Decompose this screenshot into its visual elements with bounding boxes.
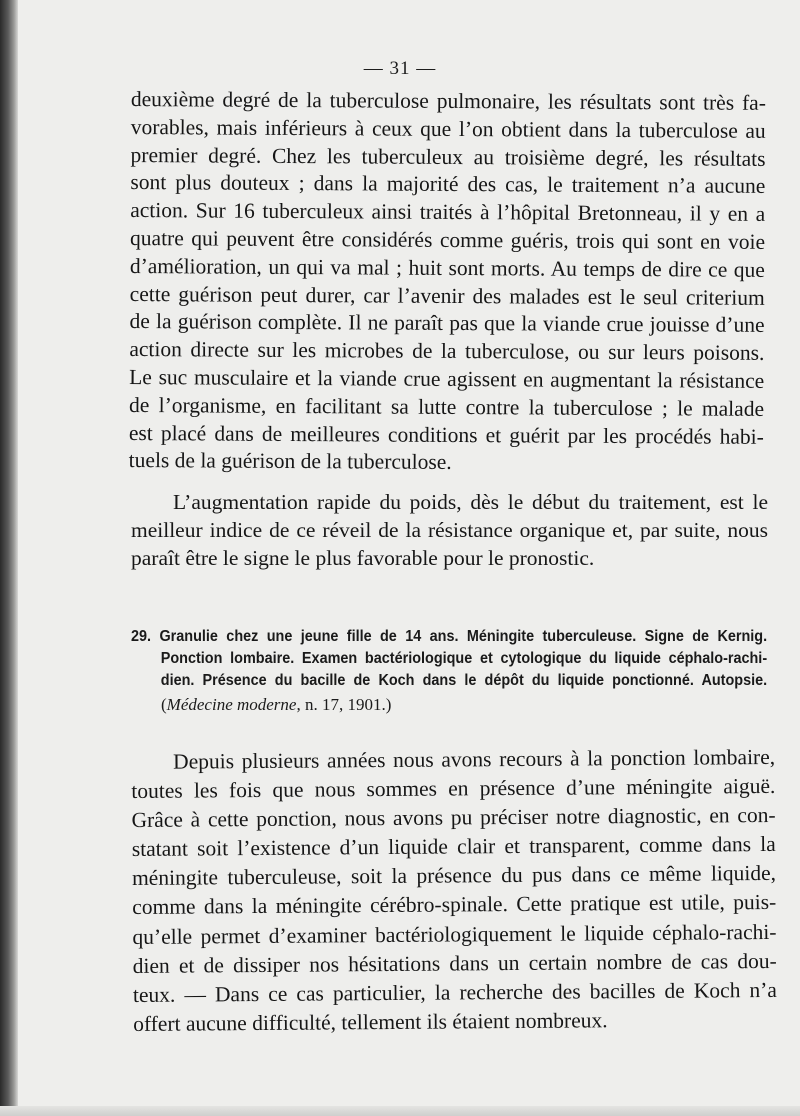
entry-heading-line: [131, 626, 767, 648]
text-line: méningite tuberculeuse, soit la présence du pus dans ce même liquide,: [131, 861, 777, 891]
source-open: (: [161, 695, 167, 714]
text-line-content: Depuis plusieurs années nous avons recours à la ponction lombaire,: [173, 744, 776, 774]
source-journal: Médecine moderne: [166, 695, 297, 714]
text-line: action. Sur 16 tuberculeux ainsi traités à l’hôpital Bretonneau, il y en a: [130, 198, 766, 227]
text-line: [131, 489, 768, 517]
text-line: Grâce à cette ponction, nous avons pu préciser notre diagnostic, en con-: [131, 803, 776, 833]
text-line: quatre qui peuvent être considérés comme guéris, trois qui sont en voie: [129, 225, 766, 254]
text-line: deuxième degré de la tuberculose pulmonaire, les résultats sont très fa-: [130, 86, 766, 115]
text-line: premier degré. Chez les tuberculeux au troisième degré, les résultats: [130, 142, 766, 171]
page-bottom-edge: [0, 1106, 800, 1116]
entry-heading-line: dien. Présence du bacille de Koch dans le dépôt du liquide ponctionné. Autopsie.: [160, 672, 768, 689]
entry-heading-line: Ponction lombaire. Examen bactériologique et cytologique du liquide céphalo-rachi-: [160, 650, 768, 667]
text-line: vorables, mais inférieurs à ceux que l’on obtient dans la tuberculose au: [130, 114, 766, 143]
text-line: sont plus douteux ; dans la majorité des cas, le traitement n’a aucune: [130, 170, 766, 199]
text-line: paraît être le signe le plus favorable pour le pronostic.: [131, 545, 595, 570]
book-gutter-shadow: [0, 0, 18, 1116]
text-line: tuels de la guérison de la tuberculose.: [128, 448, 452, 475]
text-line: d’amélioration, un qui va mal ; huit sont morts. Au temps de dire ce que: [129, 253, 765, 282]
paragraph-weight-gain: [131, 489, 768, 572]
text-line-content: L’augmentation rapide du poids, dès le début du traitement, est le: [173, 490, 768, 514]
source-rest: , n. 17, 1901.): [296, 695, 392, 714]
text-line: est placé dans de meilleures conditions et guérit par les procédés habi-: [128, 420, 764, 449]
page-number: — 31 —: [363, 58, 437, 79]
case-entry-heading: [131, 626, 768, 692]
paragraph-tuberculosis-results: [129, 86, 766, 479]
entry-source-citation: [161, 695, 391, 715]
text-line: qu’elle permet d’examiner bactériologiquement le liquide céphalo-rachi-: [132, 919, 777, 949]
text-line: offert aucune difficulté, tellement ils étaient nombreux.: [133, 1008, 608, 1036]
paragraph-lumbar-puncture: [131, 743, 777, 1039]
text-line: dien et de dissiper nos hésitations dans un certain nombre de cas dou-: [132, 948, 777, 978]
entry-number: 29.: [131, 628, 152, 645]
text-line: statant soit l’existence d’un liquide clair et transparent, comme dans la: [131, 832, 776, 862]
text-line: comme dans la méningite cérébro-spinale. Cette pratique est utile, puis-: [132, 890, 777, 920]
text-line: toutes les fois que nous sommes en présence d’une méningite aiguë.: [131, 774, 776, 804]
text-line: de la guérison complète. Il ne paraît pas que la viande crue jouisse d’une: [129, 309, 765, 338]
text-line: meilleur indice de ce réveil de la résistance organique et, par suite, nous: [131, 517, 768, 542]
text-line: teux. — Dans ce cas particulier, la recherche des bacilles de Koch n’a: [132, 977, 778, 1007]
text-line: cette guérison peut durer, car l’avenir des malades est le seul criterium: [129, 281, 765, 310]
text-line: action directe sur les microbes de la tuberculose, ou sur leurs poisons.: [129, 337, 765, 366]
text-line: Le suc musculaire et la viande crue agissent en augmentant la résistance: [129, 364, 765, 393]
entry-heading-text: Granulie chez une jeune fille de 14 ans. Méningite tuberculeuse. Signe de Kernig.: [159, 628, 768, 645]
text-line: de l’organisme, en facilitant sa lutte contre la tuberculose ; le malade: [128, 392, 765, 421]
